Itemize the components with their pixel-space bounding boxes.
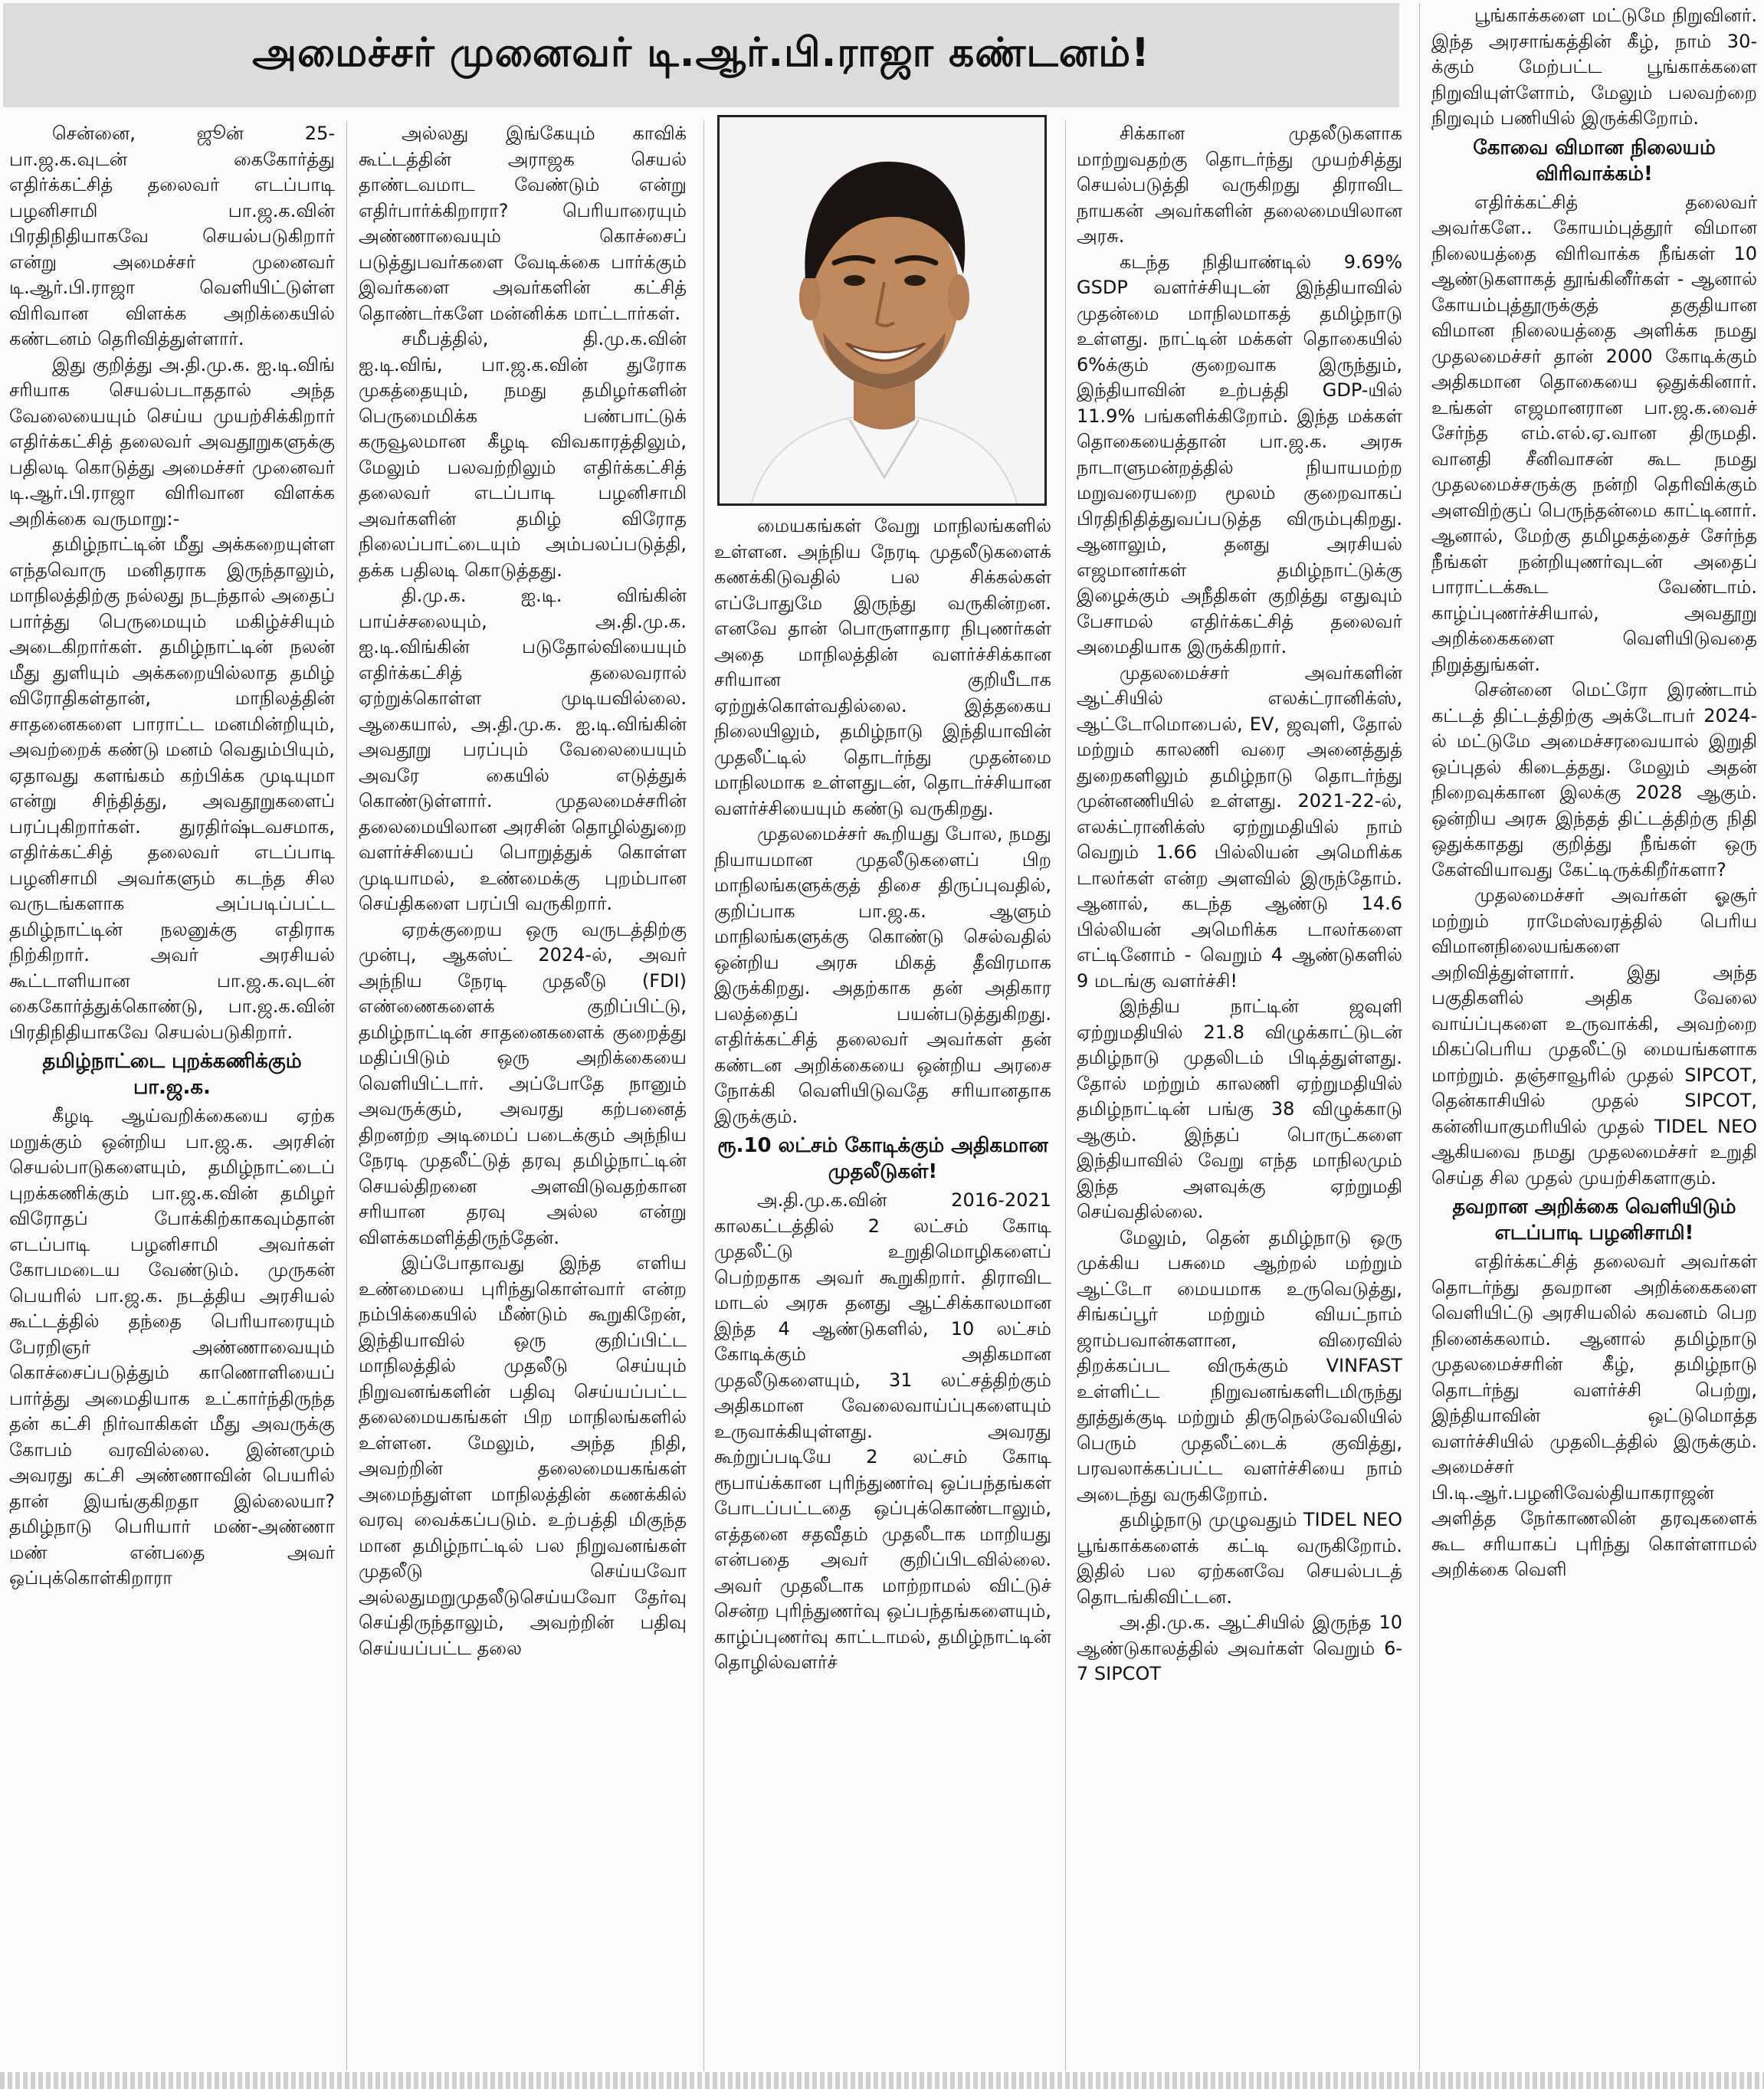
paragraph: தமிழ்நாடு முழுவதும் TIDEL NEO பூங்காக்களைக் கட்டி வருகிறோம். இதில் பல ஏற்கனவே செயல்படத் தொடங்கிவிட்டன. (1077, 1509, 1402, 1608)
paragraph: மையகங்கள் வேறு மாநிலங்களில் உள்ளன. அந்நிய நேரடி முதலீடுகளைக் கணக்கிடுவதில் பல சிக்கல்கள் எப்போதுமே இருந்து வருகின்றன. எனவே தான் பொருளாதார நிபுணர்கள் அதை மாநிலத்தின் வளர்ச்சிக்கான சரியான குறியீடாக ஏற்றுக்கொள்வதில்லை. இத்தகைய நிலையிலும், தமிழ்நாடு இந்தியாவின் முதலீட்டில் தொடர்ந்து முதன்மை மாநிலமாக உள்ளதுடன், தொடர்ச்சியான வளர்ச்சியையும் கண்டு வருகிறது. (714, 515, 1051, 819)
column-divider (1419, 3, 1420, 2071)
paragraph: இந்திய நாட்டின் ஜவுளி ஏற்றுமதியில் 21.8 விழுக்காட்டுடன் தமிழ்நாடு முதலிடம் பிடித்துள்ளது. தோல் மற்றும் காலணி ஏற்றுமதியில் தமிழ்நாட்டின் பங்கு 38 விழுக்காடு ஆகும். இந்தப் பொருட்களை இந்தியாவில் வேறு எந்த மாநிலமும் இந்த அளவுக்கு ஏற்றுமதி செய்வதில்லை. (1077, 995, 1402, 1222)
article-column-2 (359, 121, 687, 2071)
column-divider (1065, 121, 1066, 2071)
paragraph: எதிர்க்கட்சித் தலைவர் அவர்களே.. கோயம்புத்தூர் விமான நிலையத்தை விரிவாக்க நீங்கள் 10 ஆண்டுகளாகத் தூங்கினீர்கள் - ஆனால் கோயம்புத்தூருக்குத் தகுதியான விமான நிலையத்தை அளிக்க நமது முதலமைச்சர் தான் 2000 கோடிக்கும் அதிகமான தொகையை ஒதுக்கினார். உங்கள் எஜமானரான பா.ஜ.க.வைச் சேர்ந்த எம்.எல்.ஏ.வான திருமதி. வானதி சீனிவாசன் கூட நமது முதலமைச்சருக்கு நன்றி தெரிவிக்கும் அளவிற்குப் பெருந்தன்மை காட்டினார். ஆனால், மேற்கு தமிழகத்தைச் சேர்ந்த நீங்கள் நன்றியுணர்வுடன் அதைப் பாராட்டக்கூட வேண்டாம். காழ்ப்புணர்ச்சியால், அவதூறு அறிக்கைகளை வெளியிடுவதை நிறுத்துங்கள். (1431, 191, 1757, 675)
paragraph: இப்போதாவது இந்த எளிய உண்மையை புரிந்துகொள்வார் என்ற நம்பிக்கையில் மீண்டும் கூறுகிறேன், இந்தியாவில் ஒரு குறிப்பிட்ட மாநிலத்தில் முதலீடு செய்யும் நிறுவனங்களின் பதிவு செய்யப்பட்ட தலைமையகங்கள் பிற மாநிலங்களில் உள்ளன. மேலும், அந்த நிதி, அவற்றின் தலைமையகங்கள் அமைந்துள்ள மாநிலத்தின் கணக்கில் வரவு வைக்கப்படும். உற்பத்தி மிகுந்த மான தமிழ்நாட்டில் பல நிறுவனங்கள் முதலீடு செய்யவோ அல்லதுமறுமுதலீடுசெய்யவோ தேர்வு செய்திருந்தாலும், அவற்றின் பதிவு செய்யப்பட்ட தலை (359, 1252, 687, 1659)
paragraph: முதலமைச்சர் அவர்கள் ஓசூர் மற்றும் ராமேஸ்வரத்தில் பெரிய விமானநிலையங்களை அறிவித்துள்ளார். இது அந்த பகுதிகளில் அதிக வேலை வாய்ப்புகளை உருவாக்கி, அவற்றை மிகப்பெரிய முதலீட்டு மையங்களாக மாற்றும். தஞ்சாவூரில் முதல் SIPCOT, தென்காசியில் முதல் SIPCOT, கன்னியாகுமரியில் முதல் TIDEL NEO ஆகியவை நமது முதலமைச்சர் உறுதி செய்த சில முதல் முயற்சிகளாகும். (1431, 884, 1757, 1189)
paragraph: கீழடி ஆய்வறிக்கையை ஏற்க மறுக்கும் ஒன்றிய பா.ஜ.க. அரசின் செயல்பாடுகளையும், தமிழ்நாட்டைப் புறக்கணிக்கும் பா.ஜ.க.வின் தமிழர் விரோதப் போக்கிற்காகவும்தான் எடப்பாடி பழனிசாமி அவர்கள் கோபமடைய வேண்டும். முருகன் பெயரில் பா.ஜ.க. நடத்திய அரசியல் கூட்டத்தில் தந்தை பெரியாரையும் பேரறிஞர் அண்ணாவையும் கொச்சைப்படுத்தும் காணொளியைப் பார்த்து அமைதியாக உட்கார்ந்திருந்த தன் கட்சி நிர்வாகிகள் மீது அவருக்கு கோபம் வரவில்லை. இன்னமும் அவரது கட்சி அண்ணாவின் பெயரில் தான் இயங்குகிறதா இல்லையா? தமிழ்நாடு பெரியார் மண்-அண்ணா மண் என்பதை அவர் ஒப்புக்கொள்கிறாரா (9, 1105, 335, 1589)
paragraph: கடந்த நிதியாண்டில் 9.69% GSDP வளர்ச்சியுடன் இந்தியாவில் முதன்மை மாநிலமாகத் தமிழ்நாடு உள்ளது. நாட்டின் மக்கள் தொகையில் 6%க்கும் குறைவாக இருந்தும், இந்தியாவின் உற்பத்தி GDP-யில் 11.9% பங்களிக்கிறோம். இந்த மக்கள் தொகையைத்தான் பா.ஜ.க. அரசு நாடாளுமன்றத்தில் நியாயமற்ற மறுவரையறை மூலம் குறைவாகப் பிரதிநிதித்துவப்படுத்த விரும்புகிறது. ஆனாலும், தனது அரசியல் எஜமானர்கள் தமிழ்நாட்டுக்கு இழைக்கும் அநீதிகள் குறித்து எதுவும் பேசாமல் எதிர்க்கட்சித் தலைவர் அமைதியாக இருக்கிறார். (1077, 251, 1402, 658)
paragraph: அல்லது இங்கேயும் காவிக் கூட்டத்தின் அராஜக செயல் தாண்டவமாட வேண்டும் என்று எதிர்பார்க்கிறாரா? பெரியாரையும் அண்ணாவையும் கொச்சைப் படுத்துபவர்களை வேடிக்கை பார்க்கும் இவர்களை அவர்களின் கட்சித் தொண்டர்களே மன்னிக்க மாட்டார்கள். (359, 123, 687, 324)
paragraph: எதிர்க்கட்சித் தலைவர் அவர்கள் தொடர்ந்து தவறான அறிக்கைகளை வெளியிட்டு அரசியலில் கவனம் பெற நினைக்கலாம். ஆனால் தமிழ்நாடு முதலமைச்சரின் கீழ், தமிழ்நாடு தொடர்ந்து வளர்ச்சி பெற்று, இந்தியாவின் ஒட்டுமொத்த வளர்ச்சியில் முதலிடத்தில் இருக்கும். அமைச்சர் பி.டி.ஆர்.பழனிவேல்தியாகராஜன் அளித்த நேர்காணலின் தரவுகளைக் கூட சரியாகப் புரிந்து கொள்ளாமல் அறிக்கை வெளி (1431, 1251, 1757, 1580)
article-column-1 (9, 121, 335, 2071)
paragraph: பூங்காக்களை மட்டுமே நிறுவினர். இந்த அரசாங்கத்தின் கீழ், நாம் 30-க்கும் மேற்பட்ட பூங்காக்களை நிறுவியுள்ளோம், மேலும் பலவற்றை நிறுவும் பணியில் இருக்கிறோம். (1431, 5, 1757, 129)
paragraph: அ.தி.மு.க. ஆட்சியில் இருந்த 10 ஆண்டுகாலத்தில் அவர்கள் வெறும் 6-7 SIPCOT (1077, 1612, 1402, 1684)
paragraph: சென்னை, ஜூன் 25- பா.ஜ.க.வுடன் கைகோர்த்து எதிர்க்கட்சித் தலைவர் எடப்பாடி பழனிசாமி பா.ஜ.க.வின் பிரதிநிதியாகவே செயல்படுகிறார் என்று அமைச்சர் முனைவர் டி.ஆர்.பி.ராஜா வெளியிட்டுள்ள விரிவான விளக்க அறிக்கையில் கண்டனம் தெரிவித்துள்ளார். (9, 123, 335, 349)
paragraph: அ.தி.மு.க.வின் 2016-2021 காலகட்டத்தில் 2 லட்சம் கோடி முதலீட்டு உறுதிமொழிகளைப் பெற்றதாக அவர் கூறுகிறார். திராவிட மாடல் அரசு தனது ஆட்சிக்காலமான இந்த 4 ஆண்டுகளில், 10 லட்சம் கோடிக்கும் அதிகமான முதலீடுகளையும், 31 லட்சத்திற்கும் அதிகமான வேலைவாய்ப்புகளையும் உருவாக்கியுள்ளது. அவரது கூற்றுப்படியே 2 லட்சம் கோடி ரூபாய்க்கான புரிந்துணர்வு ஒப்பந்தங்கள் போடப்பட்டதை ஒப்புக்கொண்டாலும், எத்தனை சதவீதம் முதலீடாக மாறியது என்பதை அவர் குறிப்பிடவில்லை. அவர் முதலீடாக மாற்றாமல் விட்டுச் சென்ற புரிந்துணர்வு ஒப்பந்தங்களையும், காழ்ப்புணர்வு காட்டாமல், தமிழ்நாட்டின் தொழில்வளர்ச் (714, 1189, 1051, 1673)
subheading: தமிழ்நாட்டை புறக்கணிக்கும் பா.ஜ.க. (42, 1050, 302, 1099)
article-column-4 (1077, 121, 1402, 2071)
headline: அமைச்சர் முனைவர் டி.ஆர்.பி.ராஜா கண்டனம்! (252, 29, 1150, 76)
paragraph: தி.மு.க. ஐ.டி. விங்கின் பாய்ச்சலையும், அ.தி.மு.க. ஐ.டி.விங்கின் படுதோல்வியையும் எதிர்க்கட்சித் தலைவரால் ஏற்றுக்கொள்ள முடியவில்லை. ஆகையால், அ.தி.மு.க. ஐ.டி.விங்கின் அவதூறு பரப்பும் வேலையையும் அவரே கையில் எடுத்துக் கொண்டுள்ளார். முதலமைச்சரின் தலைமையிலான அரசின் தொழில்துறை வளர்ச்சியைப் பொறுத்துக் கொள்ள முடியாமல், உண்மைக்கு புறம்பான செய்திகளை பரப்பி வருகிறார். (359, 585, 687, 914)
column-divider (703, 121, 704, 2071)
column-divider (346, 121, 347, 2071)
paragraph: மேலும், தென் தமிழ்நாடு ஒரு முக்கிய பசுமை ஆற்றல் மற்றும் ஆட்டோ மையமாக உருவெடுத்து, சிங்கப்பூர் மற்றும் வியட்நாம் ஜாம்பவான்களான, விரைவில் திறக்கப்பட விருக்கும் VINFAST உள்ளிட்ட நிறுவனங்களிடமிருந்து தூத்துக்குடி மற்றும் திருநெல்வேலியில் பெரும் முதலீட்டைக் குவித்து, பரவலாக்கப்பட்ட வளர்ச்சியை நாம் அடைந்து வருகிறோம். (1077, 1226, 1402, 1505)
subheading: கோவை விமான நிலையம் விரிவாக்கம்! (1473, 136, 1716, 185)
paragraph: முதலமைச்சர் கூறியது போல, நமது நியாயமான முதலீடுகளைப் பிற மாநிலங்களுக்குத் திசை திருப்புவதில், குறிப்பாக பா.ஜ.க. ஆளும் மாநிலங்களுக்கு கொண்டு செல்வதில் ஒன்றிய அரசு மிகத் தீவிரமாக இருக்கிறது. அதற்காக தன் அதிகார பலத்தைப் பயன்படுத்துகிறது. எதிர்க்கட்சித் தலைவர் அவர்கள் தன் கண்டன அறிக்கையை ஒன்றிய அரசை நோக்கி வெளியிடுவதே சரியானதாக இருக்கும். (714, 823, 1051, 1127)
paragraph: தமிழ்நாட்டின் மீது அக்கறையுள்ள எந்தவொரு மனிதராக இருந்தாலும், மாநிலத்திற்கு நல்லது நடந்தால் அதைப் பார்த்து பெருமையும் மகிழ்ச்சியும் அடைகிறார்கள். தமிழ்நாட்டின் நலன் மீது துளியும் அக்கறையில்லாத தமிழ் விரோதிகள்தான், மாநிலத்தின் சாதனைகளை பாராட்ட மனமின்றியும், அவற்றைக் கண்டு மனம் வெதும்பியும், ஏதாவது களங்கம் கற்பிக்க முடியுமா என்று சிந்தித்து, அவதூறுகளைப் பரப்புகிறார்கள். துரதிர்ஷ்டவசமாக, எதிர்க்கட்சித் தலைவர் எடப்பாடி பழனிசாமி அவர்களும் கடந்த சில வருடங்களாக அப்படிப்பட்ட தமிழ்நாட்டின் நலனுக்கு எதிராக நிற்கிறார். அவர் அரசியல் கூட்டாளியான பா.ஜ.க.வுடன் கைகோர்த்துக்கொண்டு, பா.ஜ.க.வின் பிரதிநிதியாகவே செயல்படுகிறார். (9, 533, 335, 1043)
subheading: தவறான அறிக்கை வெளியிடும் எடப்பாடி பழனிசாமி! (1452, 1195, 1736, 1245)
paragraph: சென்னை மெட்ரோ இரண்டாம் கட்டத் திட்டத்திற்கு அக்டோபர் 2024-ல் மட்டுமே அமைச்சரவையால் இறுதி ஒப்புதல் கிடைத்தது. மேலும் அதன் நிறைவுக்கான இலக்கு 2028 ஆகும். ஒன்றிய அரசு இந்தத் திட்டத்திற்கு நிதி ஒதுக்காதது குறித்து நீங்கள் ஒரு கேள்வியாவது கேட்டிருக்கிறீர்களா? (1431, 679, 1757, 881)
paragraph: இது குறித்து அ.தி.மு.க. ஐ.டி.விங் சரியாக செயல்படாததால் அந்த வேலையையும் செய்ய முயற்சிக்கிறார் எதிர்க்கட்சித் தலைவர் அவதூறுகளுக்கு பதிலடி கொடுத்து அமைச்சர் முனைவர் டி.ஆர்.பி.ராஜா விரிவான விளக்க அறிக்கை வருமாறு:- (9, 353, 335, 530)
portrait-illustration (720, 117, 1047, 506)
article-column-3 (714, 513, 1051, 2071)
article-column-5 (1431, 3, 1757, 2071)
minister-photo (717, 115, 1047, 506)
bottom-border (0, 2072, 1764, 2089)
paragraph: சிக்கான முதலீடுகளாக மாற்றுவதற்கு தொடர்ந்து முயற்சித்து செயல்படுத்தி வருகிறது திராவிட நாயகன் அவர்களின் தலைமையிலான அரசு. (1077, 123, 1402, 247)
subheading: ரூ.10 லட்சம் கோடிக்கும் அதிகமான முதலீடுகள்! (717, 1134, 1048, 1183)
headline-banner (3, 3, 1399, 107)
paragraph: முதலமைச்சர் அவர்களின் ஆட்சியில் எலக்ட்ரானிக்ஸ், ஆட்டோமொபைல், EV, ஜவுளி, தோல் மற்றும் காலணி வரை அனைத்துத் துறைகளிலும் தமிழ்நாடு தொடர்ந்து முன்னணியில் உள்ளது. 2021-22-ல், எலக்ட்ரானிக்ஸ் ஏற்றுமதியில் நாம் வெறும் 1.66 பில்லியன் அமெரிக்க டாலர்கள் என்ற அளவில் இருந்தோம். ஆனால், கடந்த ஆண்டு 14.6 பில்லியன் அமெரிக்க டாலர்களை எட்டினோம் - வெறும் 4 ஆண்டுகளில் 9 மடங்கு வளர்ச்சி! (1077, 661, 1402, 992)
paragraph: சமீபத்தில், தி.மு.க.வின் ஐ.டி.விங், பா.ஜ.க.வின் துரோக முகத்தையும், நமது தமிழர்களின் பெருமைமிக்க பண்பாட்டுக் கருவூலமான கீழடி விவகாரத்திலும், மேலும் பலவற்றிலும் எதிர்க்கட்சித் தலைவர் எடப்பாடி பழனிசாமி அவர்களின் தமிழ் விரோத நிலைப்பாட்டையும் அம்பலப்படுத்தி, தக்க பதிலடி கொடுத்தது. (359, 328, 687, 581)
paragraph: ஏறக்குறைய ஒரு வருடத்திற்கு முன்பு, ஆகஸ்ட் 2024-ல், அவர் அந்நிய நேரடி முதலீடு (FDI) எண்ணைகளைக் குறிப்பிட்டு, தமிழ்நாட்டின் சாதனைகளைக் குறைத்து மதிப்பிடும் ஒரு அறிக்கையை வெளியிட்டார். அப்போதே நானும் அவருக்கும், அவரது கற்பனைத் திறனற்ற அடிமைப் படைக்கும் அந்நிய நேரடி முதலீட்டுத் தரவு தமிழ்நாட்டின் செயல்திறனை அளவிடுவதற்கான சரியான தரவு அல்ல என்று விளக்கமளித்திருந்தேன். (359, 918, 687, 1248)
